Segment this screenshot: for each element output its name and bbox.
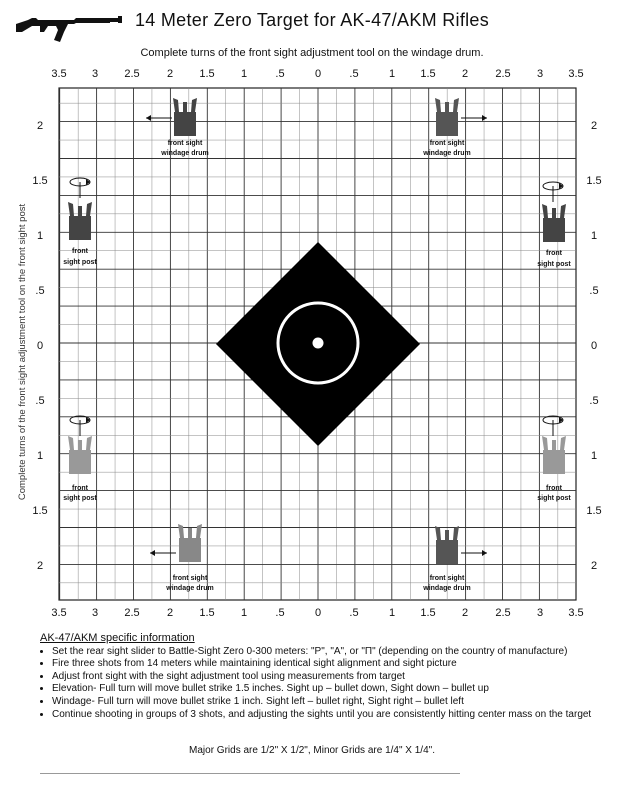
rotation-arrow-icon xyxy=(543,416,563,436)
y-axis-ticks-left xyxy=(32,120,47,572)
x-axis-ticks-top xyxy=(51,68,583,80)
x-tick-label-top: 1.5 xyxy=(199,68,215,80)
y-tick-label-left: 1 xyxy=(36,450,44,462)
x-tick-label-top: 2.5 xyxy=(124,68,140,80)
info-item: • Continue shooting in groups of 3 shots, and adjusting the sights until you are consistently hitting center mass on the target xyxy=(52,709,610,722)
front-sight-windage-drum-icon xyxy=(435,98,459,136)
right-arrow-icon xyxy=(461,550,487,556)
sight-label: front xyxy=(546,485,562,492)
y-tick-label-left: 0 xyxy=(36,340,44,352)
x-tick-label-bottom: 1 xyxy=(240,607,248,619)
sight-label: windage drum xyxy=(423,150,471,157)
y-tick-label-right: 1 xyxy=(590,230,598,242)
sight-label: sight post xyxy=(537,261,571,268)
front-sight-windage-drum-icon xyxy=(435,526,459,564)
x-tick-label-bottom: .5 xyxy=(349,607,359,619)
x-tick-label-top: 1 xyxy=(240,68,248,80)
x-tick-label-bottom: 3.5 xyxy=(51,607,67,619)
front-sight-windage-drum-icon xyxy=(173,98,197,136)
x-tick-label-top: 3 xyxy=(536,68,544,80)
y-tick-label-right: 2 xyxy=(590,560,598,572)
sight-label: front xyxy=(546,250,562,257)
y-tick-label-left: 1.5 xyxy=(32,505,48,517)
sight-label: windage drum xyxy=(166,585,214,592)
sight-label: front sight xyxy=(429,575,465,582)
sight-label: front xyxy=(72,485,88,492)
left-arrow-icon xyxy=(150,550,176,556)
x-tick-label-bottom: 2 xyxy=(166,607,174,619)
x-tick-label-top: 2 xyxy=(166,68,174,80)
x-tick-label-top: 1 xyxy=(388,68,396,80)
y-tick-label-left: 2 xyxy=(36,560,44,572)
y-axis-ticks-right xyxy=(586,120,601,572)
x-tick-label-top: 2.5 xyxy=(495,68,511,80)
y-tick-label-right: 1.5 xyxy=(586,505,602,517)
info-section xyxy=(40,632,610,721)
x-tick-label-bottom: 1.5 xyxy=(420,607,436,619)
x-tick-label-top: 2 xyxy=(461,68,469,80)
sight-label: windage drum xyxy=(161,150,209,157)
info-item: • Elevation- Full turn will move bullet strike 1.5 inches. Sight up – bullet down, Sight down – bullet up xyxy=(52,683,610,696)
front-sight-post-icon xyxy=(68,202,92,240)
front-sight-post-icon xyxy=(542,436,566,474)
y-axis-label: Complete turns of the front sight adjustment tool on the front sight post xyxy=(17,203,28,501)
sight-label: front sight xyxy=(172,575,208,582)
x-tick-label-top: 3.5 xyxy=(51,68,67,80)
sight-label: sight post xyxy=(63,259,97,266)
x-tick-label-bottom: 2.5 xyxy=(495,607,511,619)
y-tick-label-left: .5 xyxy=(35,395,45,407)
info-list xyxy=(40,646,610,722)
rotation-arrow-icon xyxy=(70,416,90,436)
front-sight-post-icon xyxy=(68,436,92,474)
x-tick-label-bottom: 3 xyxy=(91,607,99,619)
y-tick-label-right: 1 xyxy=(590,450,598,462)
x-tick-label-bottom: 2.5 xyxy=(124,607,140,619)
grid-note: Major Grids are 1/2" X 1/2", Minor Grids are 1/4" X 1/4". xyxy=(189,745,435,756)
x-tick-label-bottom: 1 xyxy=(388,607,396,619)
y-tick-label-right: .5 xyxy=(589,285,599,297)
x-tick-label-bottom: 1.5 xyxy=(199,607,215,619)
sight-label: sight post xyxy=(63,495,97,502)
y-tick-label-left: 2 xyxy=(36,120,44,132)
x-tick-label-top: 0 xyxy=(314,68,322,80)
x-tick-label-top: 1.5 xyxy=(420,68,436,80)
sight-label: front sight xyxy=(167,140,203,147)
y-tick-label-right: 0 xyxy=(590,340,598,352)
sight-label: windage drum xyxy=(423,585,471,592)
x-tick-label-top: 3.5 xyxy=(568,68,584,80)
x-tick-label-bottom: 3 xyxy=(536,607,544,619)
left-arrow-icon xyxy=(146,115,172,121)
center-diamond xyxy=(216,242,420,446)
page-subtitle: Complete turns of the front sight adjustment tool on the windage drum. xyxy=(140,47,484,59)
front-sight-post-icon xyxy=(542,204,566,242)
x-axis-ticks-bottom xyxy=(51,607,583,619)
y-tick-label-left: 1.5 xyxy=(32,175,48,187)
rotation-arrow-icon xyxy=(543,182,563,202)
signature-line xyxy=(40,773,460,774)
right-arrow-icon xyxy=(461,115,487,121)
sight-label: front xyxy=(72,248,88,255)
x-tick-label-bottom: 2 xyxy=(461,607,469,619)
info-item: • Fire three shots from 14 meters while maintaining identical sight alignment and sight picture xyxy=(52,658,610,671)
sight-label: sight post xyxy=(537,495,571,502)
x-tick-label-bottom: .5 xyxy=(275,607,285,619)
x-tick-label-bottom: 3.5 xyxy=(568,607,584,619)
info-item: • Windage- Full turn will move bullet strike 1 inch. Sight left – bullet right, Sight right – bullet left xyxy=(52,696,610,709)
info-item: • Set the rear sight slider to Battle-Sight Zero 0-300 meters: "P", "A", or "Π" (depending on the country of manufacture) xyxy=(52,646,610,659)
sight-label: front sight xyxy=(429,140,465,147)
info-item: • Adjust front sight with the sight adjustment tool using measurements from target xyxy=(52,671,610,684)
x-tick-label-bottom: 0 xyxy=(314,607,322,619)
y-tick-label-right: .5 xyxy=(589,395,599,407)
x-tick-label-top: .5 xyxy=(349,68,359,80)
y-tick-label-left: .5 xyxy=(35,285,45,297)
y-tick-label-right: 1.5 xyxy=(586,175,602,187)
info-heading: AK-47/AKM specific information xyxy=(40,632,195,644)
y-tick-label-right: 2 xyxy=(590,120,598,132)
page-title: 14 Meter Zero Target for AK-47/AKM Rifles xyxy=(134,10,490,30)
front-sight-windage-drum-icon xyxy=(178,524,202,562)
x-tick-label-top: 3 xyxy=(91,68,99,80)
x-tick-label-top: .5 xyxy=(275,68,285,80)
y-tick-label-left: 1 xyxy=(36,230,44,242)
